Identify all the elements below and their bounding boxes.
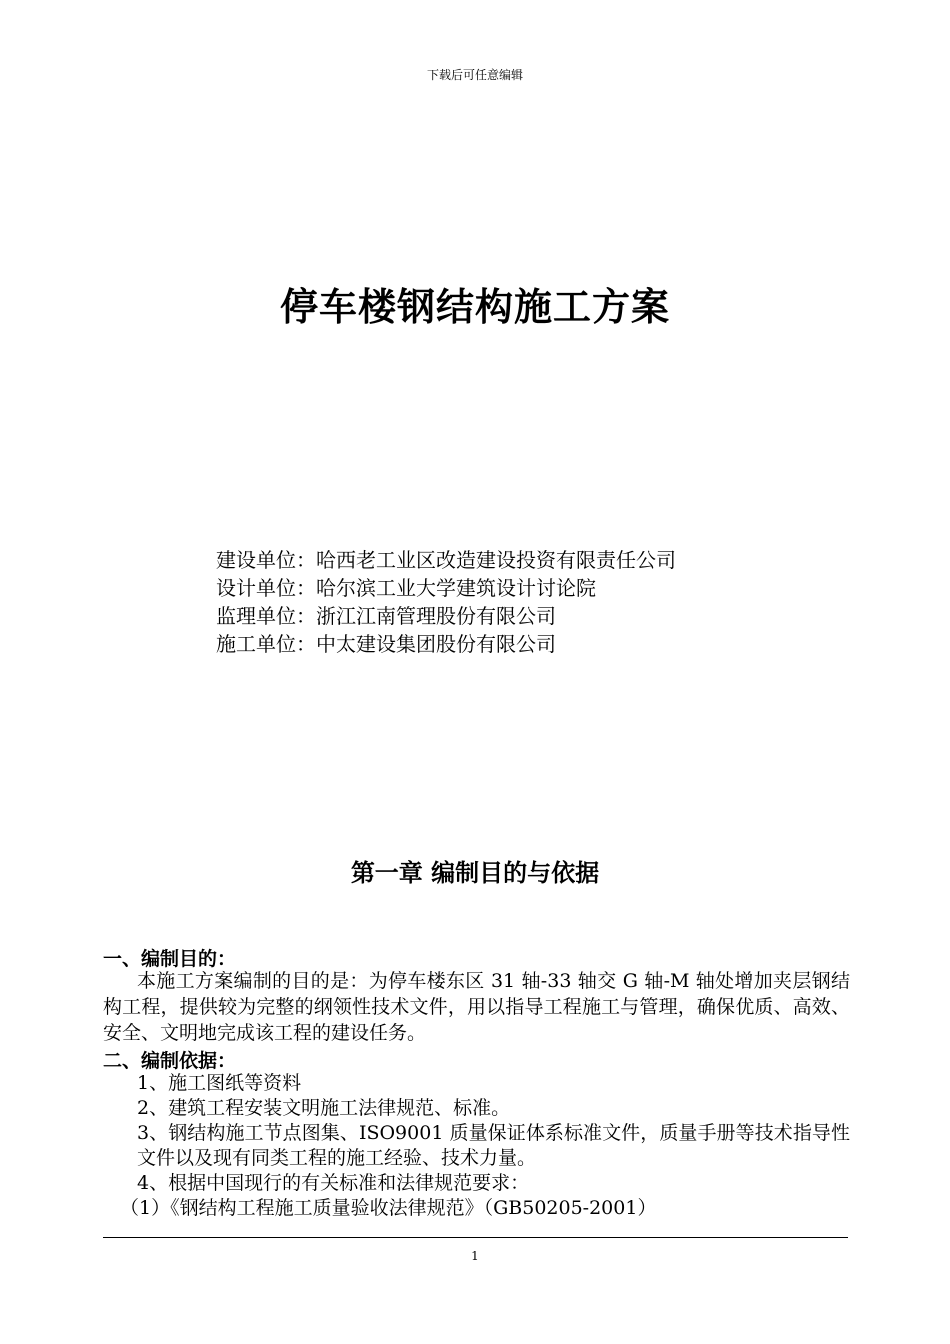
org-supervision-unit: 监理单位：浙江江南管理股份有限公司 (216, 604, 556, 628)
section-heading-purpose: 一、编制目的： (103, 948, 237, 970)
document-title: 停车楼钢结构施工方案 (279, 284, 670, 329)
organization-list (216, 546, 676, 658)
basis-item-3: 3、钢结构施工节点图集、ISO9001 质量保证体系标准文件，质量手册等技术指导性文件以及现有同类工程的施工经验、技术力量。 (137, 1122, 850, 1169)
org-design-unit: 设计单位：哈尔滨工业大学建筑设计讨论院 (216, 576, 596, 600)
org-contractor-unit: 施工单位：中太建设集团股份有限公司 (216, 632, 556, 656)
page-number: 1 (471, 1249, 479, 1263)
page-header: 下载后可任意编辑 (426, 68, 523, 82)
purpose-paragraph: 本施工方案编制的目的是：为停车楼东区 31 轴-33 轴交 G 轴-M 轴处增加夹层钢结构工程，提供较为完整的纲领性技术文件，用以指导工程施工与管理，确保优质、高效、安全、文明地完成该工程的建设任务。 (103, 970, 850, 1044)
basis-item-1: 1、施工图纸等资料 (137, 1072, 302, 1094)
footer-divider (103, 1237, 848, 1238)
chapter-title: 第一章 编制目的与依据 (350, 859, 600, 887)
org-construction-unit: 建设单位：哈西老工业区改造建设投资有限责任公司 (216, 548, 676, 572)
basis-item-4-1: （1）《钢结构工程施工质量验收法律规范》（GB50205-2001） (120, 1197, 657, 1219)
section-heading-basis: 二、编制依据： (103, 1050, 237, 1072)
basis-item-4: 4、根据中国现行的有关标准和法律规范要求： (137, 1172, 530, 1194)
basis-item-2: 2、建筑工程安装文明施工法律规范、标准。 (137, 1097, 511, 1119)
